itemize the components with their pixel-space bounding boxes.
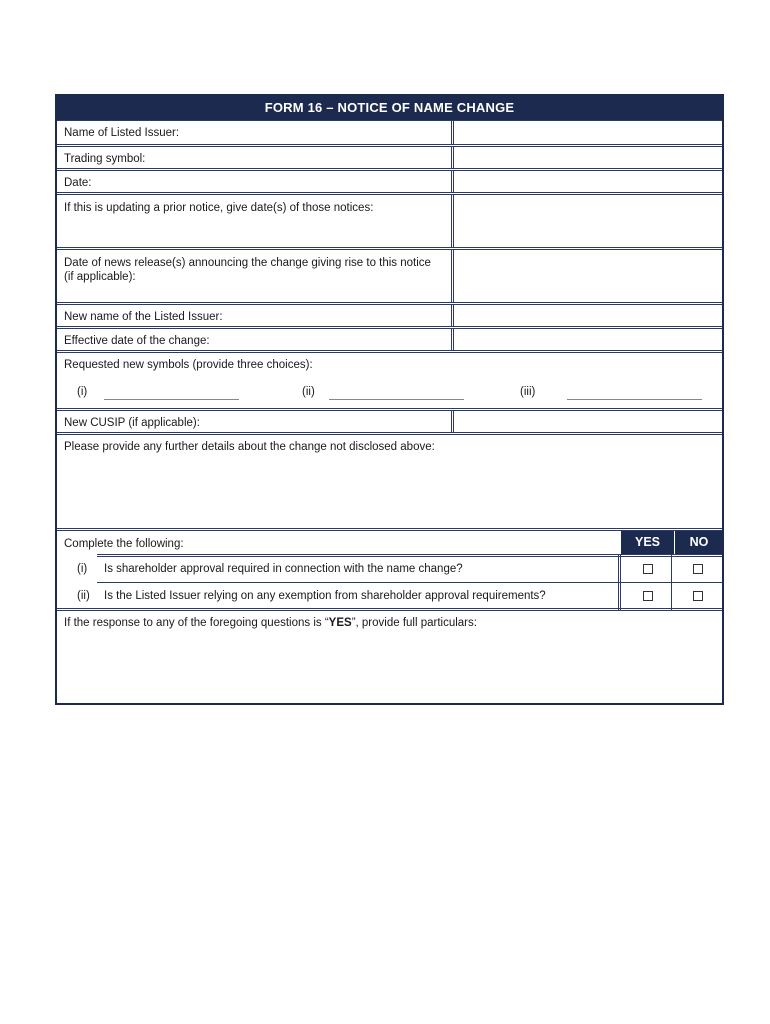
prior-notice-field[interactable]	[451, 195, 722, 247]
question-1-number: (i)	[77, 563, 88, 575]
question-divider	[97, 554, 722, 557]
row-news-release	[57, 247, 722, 302]
issuer-name-label: Name of Listed Issuer:	[64, 127, 180, 139]
form-title: FORM 16 – NOTICE OF NAME CHANGE	[57, 96, 722, 120]
row-new-name	[57, 302, 722, 326]
row-requested-symbols	[57, 350, 722, 408]
questions-intro: Complete the following:	[64, 538, 184, 550]
further-details-label: Please provide any further details about the change not disclosed above:	[64, 441, 435, 453]
question-1-no-checkbox[interactable]	[693, 564, 703, 574]
date-field[interactable]	[451, 171, 722, 192]
followup-suffix: ”, provide full particulars:	[351, 617, 477, 629]
new-cusip-label: New CUSIP (if applicable):	[64, 417, 200, 429]
symbol-choice-1-input[interactable]	[104, 399, 239, 401]
followup-bold-yes: YES	[328, 617, 352, 629]
effective-date-label: Effective date of the change:	[64, 335, 210, 347]
question-2-number: (ii)	[77, 590, 90, 602]
question-2-no-checkbox[interactable]	[693, 591, 703, 601]
row-date	[57, 168, 722, 192]
effective-date-field[interactable]	[451, 329, 722, 350]
news-release-label-line2: (if applicable):	[64, 271, 136, 283]
news-release-field[interactable]	[451, 250, 722, 302]
news-release-label-line1: Date of news release(s) announcing the change giving rise to this notice	[64, 257, 431, 269]
new-cusip-field[interactable]	[451, 411, 722, 432]
trading-symbol-label: Trading symbol:	[64, 153, 146, 165]
no-column-divider	[671, 554, 672, 610]
row-prior-notice	[57, 192, 722, 247]
prior-notice-label: If this is updating a prior notice, give date(s) of those notices:	[64, 202, 374, 214]
symbol-choice-3-label: (iii)	[520, 386, 536, 398]
question-2-yes-checkbox[interactable]	[643, 591, 653, 601]
question-1-text: Is shareholder approval required in connection with the name change?	[104, 563, 463, 575]
symbol-choice-3-input[interactable]	[567, 399, 702, 401]
symbol-choice-2-input[interactable]	[329, 399, 464, 401]
new-name-field[interactable]	[451, 305, 722, 326]
followup-prefix: If the response to any of the foregoing questions is “	[64, 617, 329, 629]
new-name-label: New name of the Listed Issuer:	[64, 311, 223, 323]
question-2-text: Is the Listed Issuer relying on any exemption from shareholder approval requirements?	[104, 590, 546, 602]
yes-column-header: YES	[621, 531, 674, 554]
followup-label	[64, 616, 477, 630]
row-followup-particulars[interactable]	[57, 608, 722, 703]
row-trading-symbol	[57, 144, 722, 168]
symbol-choice-1-label: (i)	[77, 386, 88, 398]
symbol-choice-2-label: (ii)	[302, 386, 315, 398]
yes-column-divider	[618, 554, 621, 610]
requested-symbols-label: Requested new symbols (provide three choices):	[64, 359, 313, 371]
question-1-yes-checkbox[interactable]	[643, 564, 653, 574]
question-divider	[97, 582, 722, 583]
name-change-form	[55, 94, 724, 705]
row-new-cusip	[57, 408, 722, 432]
date-label: Date:	[64, 177, 92, 189]
issuer-name-field[interactable]	[451, 121, 722, 144]
row-issuer-name	[57, 120, 722, 144]
row-further-details[interactable]	[57, 432, 722, 528]
no-column-header: NO	[674, 531, 723, 554]
trading-symbol-field[interactable]	[451, 147, 722, 168]
questions-section	[57, 528, 722, 610]
row-effective-date	[57, 326, 722, 350]
